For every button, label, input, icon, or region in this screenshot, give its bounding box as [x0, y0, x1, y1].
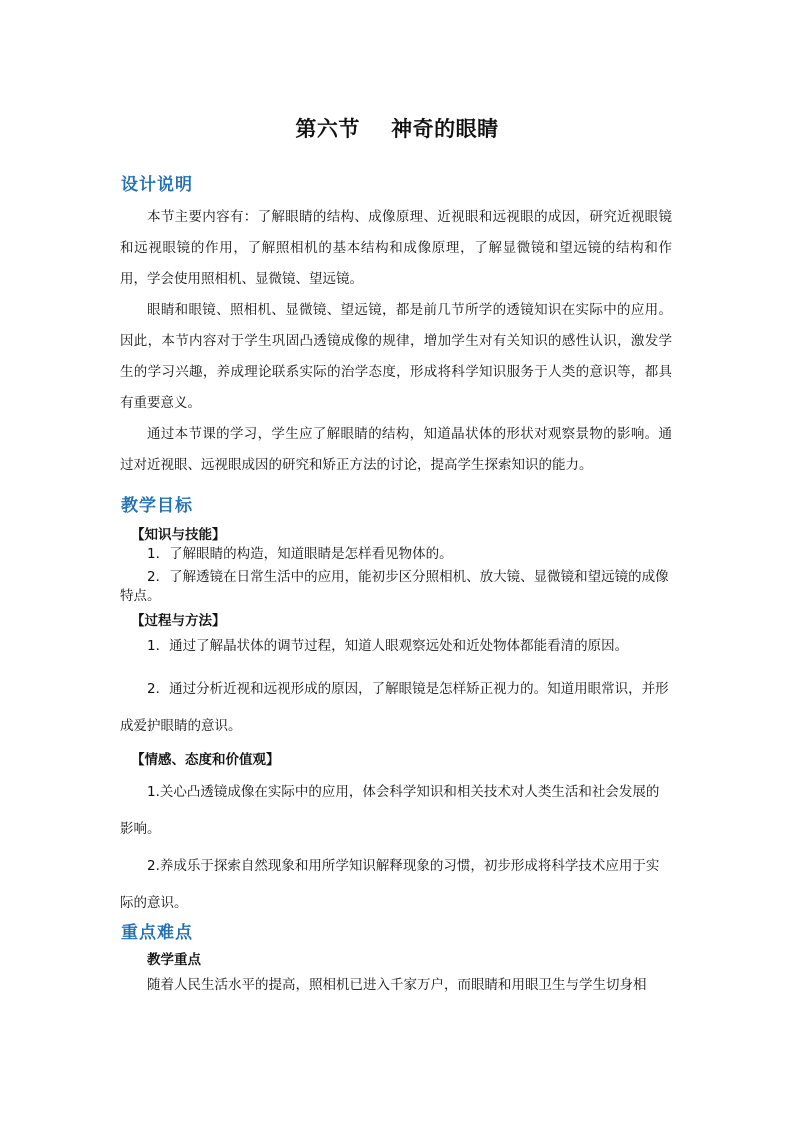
section-heading-keypoints: 重点难点	[121, 923, 193, 943]
process-item-1: 1．通过了解晶状体的调节过程，知道人眼观察远处和近处物体都能看清的原因。	[147, 638, 629, 654]
emotion-values-label: 【情感、态度和价值观】	[131, 752, 280, 768]
knowledge-item-2: 2．了解透镜在日常生活中的应用，能初步区分照相机、放大镜、显微镜和望远镜的成像特点。	[120, 569, 669, 604]
process-method-label: 【过程与方法】	[131, 613, 226, 629]
knowledge-skills-label: 【知识与技能】	[131, 527, 226, 543]
page-title: 第六节 神奇的眼睛	[295, 116, 499, 141]
process-item-2: 2．通过分析近视和远视形成的原因，了解眼镜是怎样矫正视力的。知道用眼常识，并形成爱护眼睛的意识。	[120, 681, 669, 734]
emotion-item-2: 2.养成乐于探索自然现象和用所学知识解释现象的习惯，初步形成将科学技术应用于实际的意识。	[120, 858, 660, 911]
section-heading-design: 设计说明	[121, 175, 193, 195]
section-heading-goals: 教学目标	[121, 496, 193, 516]
emotion-item-1: 1.关心凸透镜成像在实际中的应用，体会科学知识和相关技术对人类生活和社会发展的影响。	[120, 784, 660, 837]
teaching-focus-label: 教学重点	[147, 952, 201, 968]
knowledge-item-1: 1．了解眼睛的构造，知道眼睛是怎样看见物体的。	[147, 546, 453, 562]
design-paragraph-1: 本节主要内容有：了解眼睛的结构、成像原理、近视眼和远视眼的成因，研究近视眼镜和远视眼镜的作用，了解照相机的基本结构和成像原理，了解显微镜和望远镜的结构和作用，学会使用照相机、显微镜、望远镜。	[120, 209, 672, 287]
keypoints-paragraph: 随着人民生活水平的提高，照相机已进入千家万户，而眼睛和用眼卫生与学生切身相	[147, 977, 647, 993]
design-paragraph-2: 眼睛和眼镜、照相机、显微镜、望远镜，都是前几节所学的透镜知识在实际中的应用。因此，本节内容对于学生巩固凸透镜成像的规律，增加学生对有关知识的感性认识，激发学生的学习兴趣，养成理论联系实际的治学态度，形成将科学知识服务于人类的意识等，都具有重要意义。	[120, 302, 672, 411]
design-paragraph-3: 通过本节课的学习，学生应了解眼睛的结构，知道晶状体的形状对观察景物的影响。通过对近视眼、远视眼成因的研究和矫正方法的讨论，提高学生探索知识的能力。	[120, 426, 672, 473]
